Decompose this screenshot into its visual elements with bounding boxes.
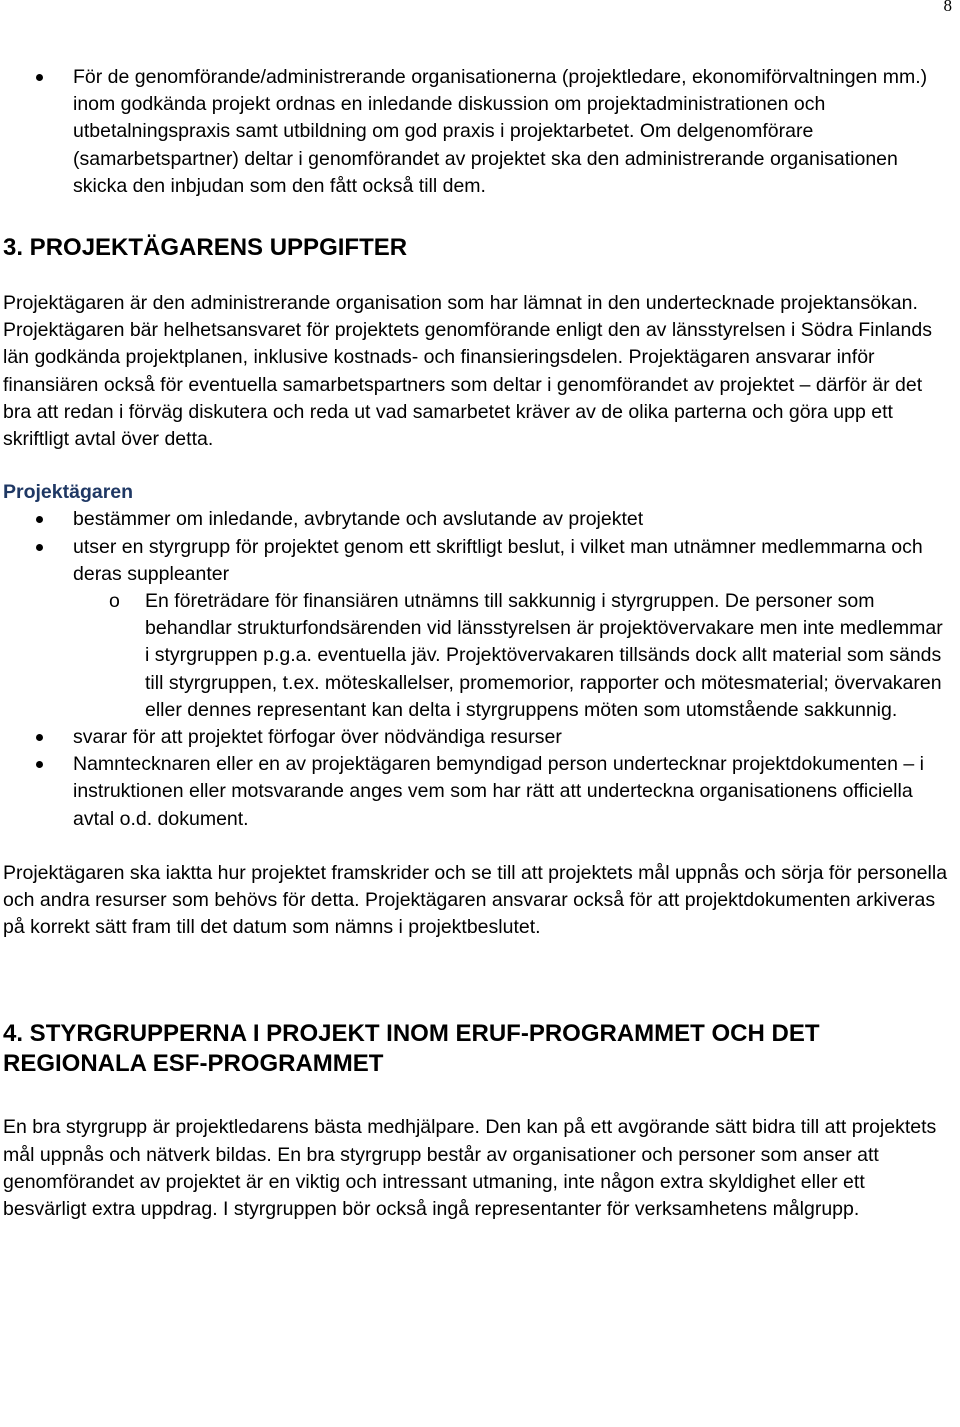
- projektagaren-bullet-list: [3, 506, 951, 832]
- section-3-closing-paragraph: Projektägaren ska iaktta hur projektet framskrider och se till att projektets mål uppnås och sörja för personella och andra resurser som behövs för detta. Projektägaren ansvarar också för att projektdokumenten arkiveras på korrekt sätt fram till det datum som nämns i projektbeslutet.: [3, 861, 948, 939]
- list-item-text: utser en styrgrupp för projektet genom ett skriftligt beslut, i vilket man utnämner medlemmarna och deras suppleanter: [73, 535, 923, 585]
- list-item: bestämmer om inledande, avbrytande och avslutande av projektet: [3, 506, 951, 533]
- list-item: svarar för att projektet förfogar över nödvändiga resurser: [3, 724, 951, 751]
- list-item-with-sublist: [3, 534, 951, 724]
- section-4-paragraph: En bra styrgrupp är projektledarens bästa medhjälpare. Den kan på ett avgörande sätt bidra till att projektets mål uppnås och nätverk bildas. En bra styrgrupp består av organisationer och personer som anser att genomförandet av projektet är en viktig och intressant utmaning, inte någon extra skyldighet eller ett besvärligt extra uppdrag. I styrgruppen bör också ingå representanter för verksamhetens målgrupp.: [3, 1116, 937, 1221]
- page-number: 8: [943, 0, 952, 15]
- document-body: [3, 64, 951, 1223]
- list-item: Namntecknaren eller en av projektägaren bemyndigad person undertecknar projektdokumenten – i instruktionen eller motsvarande anges vem som har rätt att underteckna organisationens officiella avtal o.d. dokument.: [3, 751, 951, 833]
- section-4-heading: 4. STYRGRUPPERNA I PROJEKT INOM ERUF-PROGRAMMET OCH DET REGIONALA ESF-PROGRAMMET: [3, 1020, 820, 1078]
- projektagaren-subheading: Projektägaren: [3, 481, 134, 504]
- sub-bullet-list: [73, 588, 951, 724]
- section-3-heading: 3. PROJEKTÄGARENS UPPGIFTER: [3, 234, 408, 262]
- intro-bullet-list: [3, 64, 951, 200]
- list-item: För de genomförande/administrerande organisationerna (projektledare, ekonomiförvaltningen mm.) inom godkända projekt ordnas en inledande diskussion om projektadministrationen och utbetalningspraxis samt utbildning om god praxis i projektarbetet. Om delgenomförare (samarbetspartner) deltar i genomförandet av projektet ska den administrerande organisationen skicka den inbjudan som den fått också till dem.: [3, 64, 951, 200]
- sub-list-item: o En företrädare för finansiären utnämns till sakkunnig i styrgruppen. De personer som behandlar strukturfondsärenden vid länsstyrelsen är projektövervakare men inte medlemmar i styrgruppen p.g.a. eventuella jäv. Projektövervakaren tillsänds dock allt material som sänds till styrgruppen, t.ex. möteskallelser, promemorior, rapporter och mötesmaterial; övervakaren eller dennes representant kan delta i styrgruppens möten som utomstående sakkunnig.: [73, 588, 951, 724]
- section-3-paragraph: Projektägaren är den administrerande organisation som har lämnat in den undertecknade projektansökan. Projektägaren bär helhetsansvaret för projektets genomförande enligt den av länsstyrelsen i Södra Finlands län godkända projektplanen, inklusive kostnads- och finansieringsdelen. Projektägaren ansvarar inför finansiären också för eventuella samarbetspartners som deltar i genomförandet av projektet – därför är det bra att redan i förväg diskutera och reda ut vad samarbetet kräver av de olika parterna och göra upp ett skriftligt avtal över detta.: [3, 292, 932, 451]
